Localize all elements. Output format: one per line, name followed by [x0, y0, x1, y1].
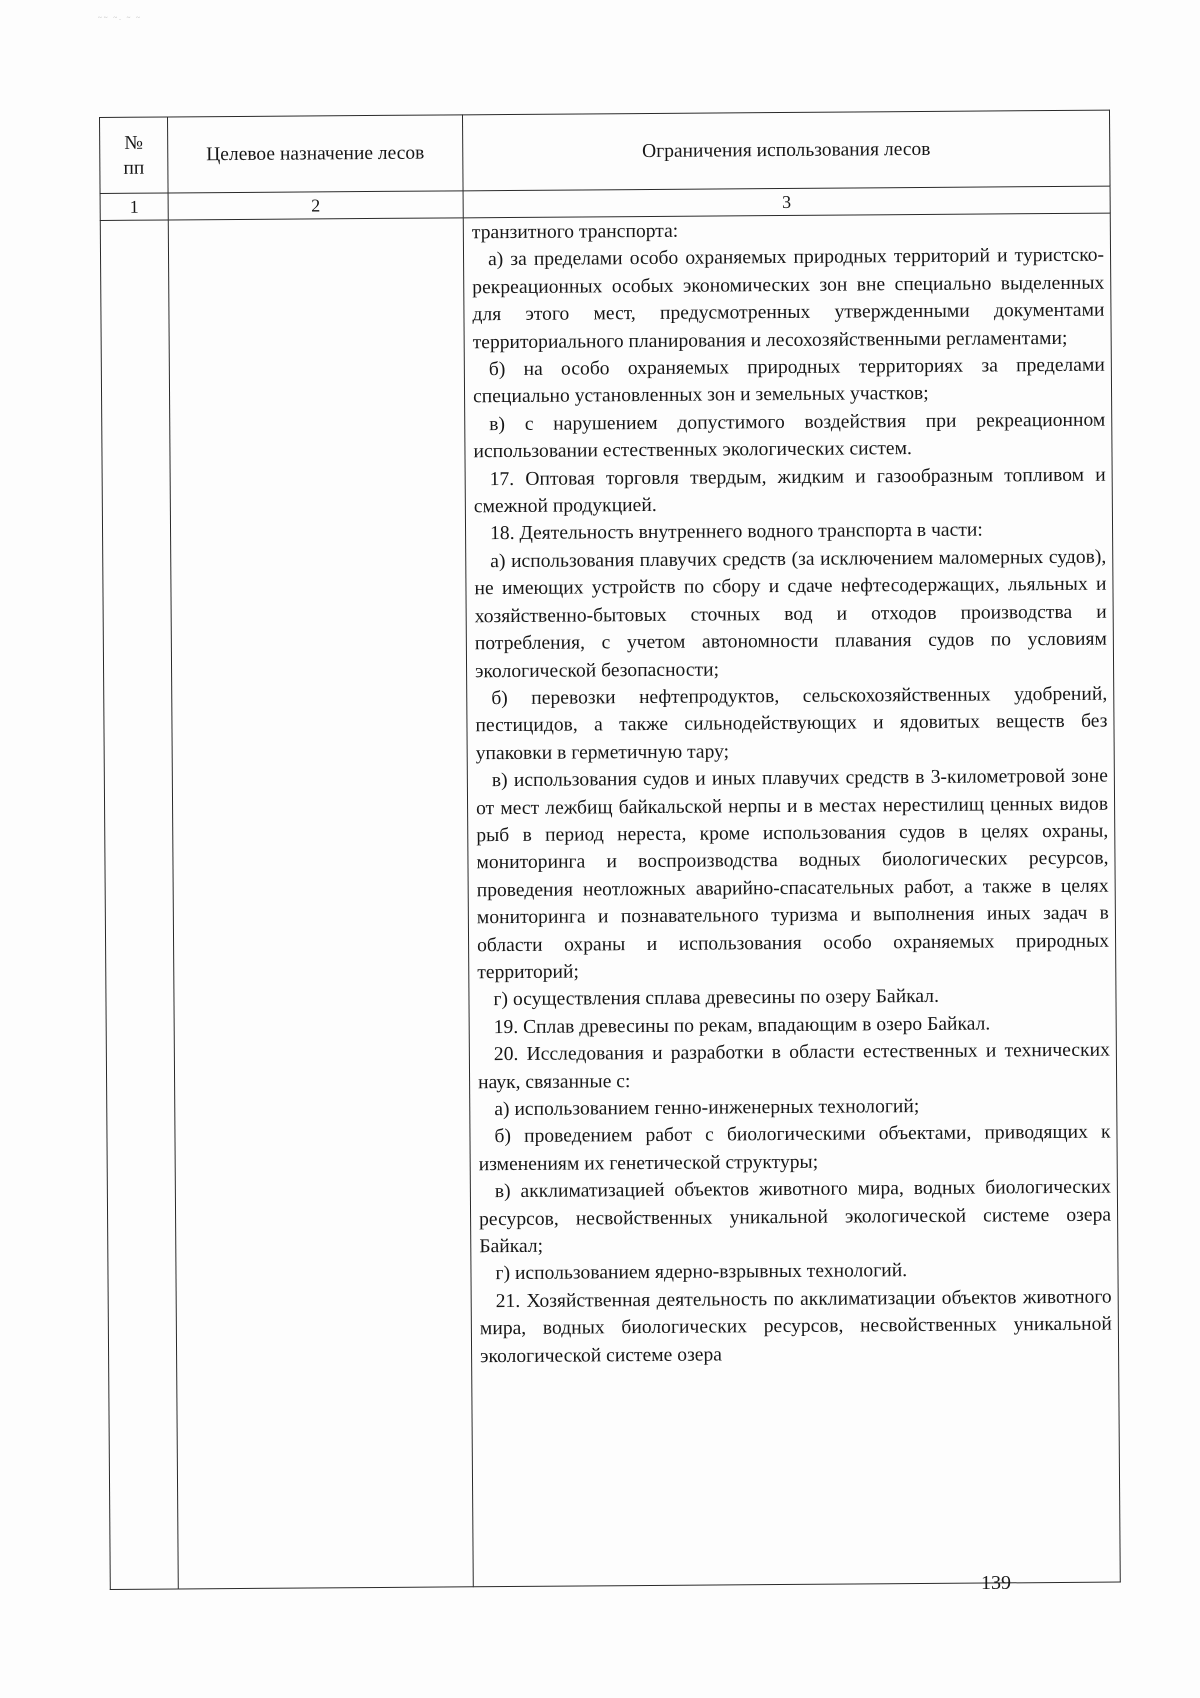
- restriction-paragraph: а) за пределами особо охраняемых природных территорий и туристско-рекреационных особых экономических зон вне специально выделенных для этого мест, предусмотренных утвержденными документами территориального планирования и лесохозяйственными регламентами;: [472, 245, 1105, 353]
- page-number: 139: [981, 1572, 1011, 1594]
- restriction-paragraph: б) на особо охраняемых природных территориях за пределами специально установленных зон и земельных участков;: [472, 354, 1105, 408]
- column-number-1: 1: [100, 193, 168, 220]
- table-row: [100, 213, 1120, 1589]
- restriction-paragraph: г) использованием ядерно-взрывных технологий.: [495, 1260, 908, 1285]
- scan-artifact: ~~ ~. ~ ~: [98, 14, 142, 22]
- header-purpose: Целевое назначение лесов: [168, 115, 464, 193]
- cell-number: [100, 220, 178, 1589]
- restriction-paragraph: 18. Деятельность внутреннего водного транспорта в части:: [489, 520, 983, 545]
- restriction-paragraph: 21. Хозяйственная деятельность по акклиматизации объектов животного мира, водных биологических ресурсов, несвойственных уникальной экологической системе озера: [479, 1286, 1112, 1367]
- restriction-paragraph: б) перевозки нефтепродуктов, сельскохозяйственных удобрений, пестицидов, а также сильнодействующих и ядовитых веществ без упаковки в герметичную тару;: [475, 683, 1108, 764]
- restriction-paragraph: 20. Исследования и разработки в области естественных и технических наук, связанные с:: [478, 1039, 1110, 1093]
- restriction-paragraph: г) осуществления сплава древесины по озеру Байкал.: [493, 986, 940, 1011]
- restriction-paragraph: в) акклиматизацией объектов животного мира, водных биологических ресурсов, несвойственных уникальной экологической системе озера Байкал;: [479, 1176, 1112, 1258]
- restriction-paragraph: в) использования судов и иных плавучих средств в 3-километровой зоне от мест лежбищ байкальской нерпы и в местах нерестилищ ценных видов рыб в период нереста, кроме использования судов в целях охраны, мониторинга и воспроизводства водных биологических ресурсов, проведения неотложных аварийно-спасательных работ, а также в целях мониторинга и познавательного туризма и выполнения иных задач в области охраны и использования особо охраняемых природных территорий;: [476, 765, 1110, 984]
- restriction-paragraph: транзитного транспорта:: [471, 220, 679, 244]
- restriction-paragraph: в) с нарушением допустимого воздействия при рекреационном использовании естественных экологических систем.: [473, 409, 1106, 463]
- restrictions-text: [464, 214, 1118, 1371]
- restriction-paragraph: 19. Сплав древесины по рекам, впадающим в озеро Байкал.: [493, 1013, 991, 1038]
- cell-purpose: [168, 218, 473, 1589]
- cell-restrictions: [463, 213, 1120, 1587]
- column-number-2: 2: [168, 191, 463, 220]
- header-row: [100, 110, 1111, 193]
- header-number-abbr: пп: [123, 157, 145, 179]
- header-restrictions: Ограничения использования лесов: [462, 110, 1110, 191]
- column-number-3: 3: [463, 186, 1110, 218]
- restriction-paragraph: а) использованием генно-инженерных технологий;: [494, 1096, 920, 1121]
- header-number: [100, 117, 169, 193]
- restriction-paragraph: б) проведением работ с биологическими объектами, приводящих к изменениям их генетической структуры;: [478, 1122, 1111, 1176]
- header-number-symbol: №: [124, 132, 144, 154]
- forest-restrictions-table: [99, 110, 1121, 1590]
- document-sheet: [99, 110, 1121, 1590]
- restriction-paragraph: 17. Оптовая торговля твердым, жидким и газообразным топливом и смежной продукцией.: [473, 464, 1106, 518]
- restriction-paragraph: а) использования плавучих средств (за исключением маломерных судов), не имеющих устройств по сбору и сдаче нефтесодержащих, льяльных и хозяйственно-бытовых сточных вод и отходов производства и потребления, с учетом автономности плавания судов по условиям экологической безопасности;: [474, 546, 1107, 682]
